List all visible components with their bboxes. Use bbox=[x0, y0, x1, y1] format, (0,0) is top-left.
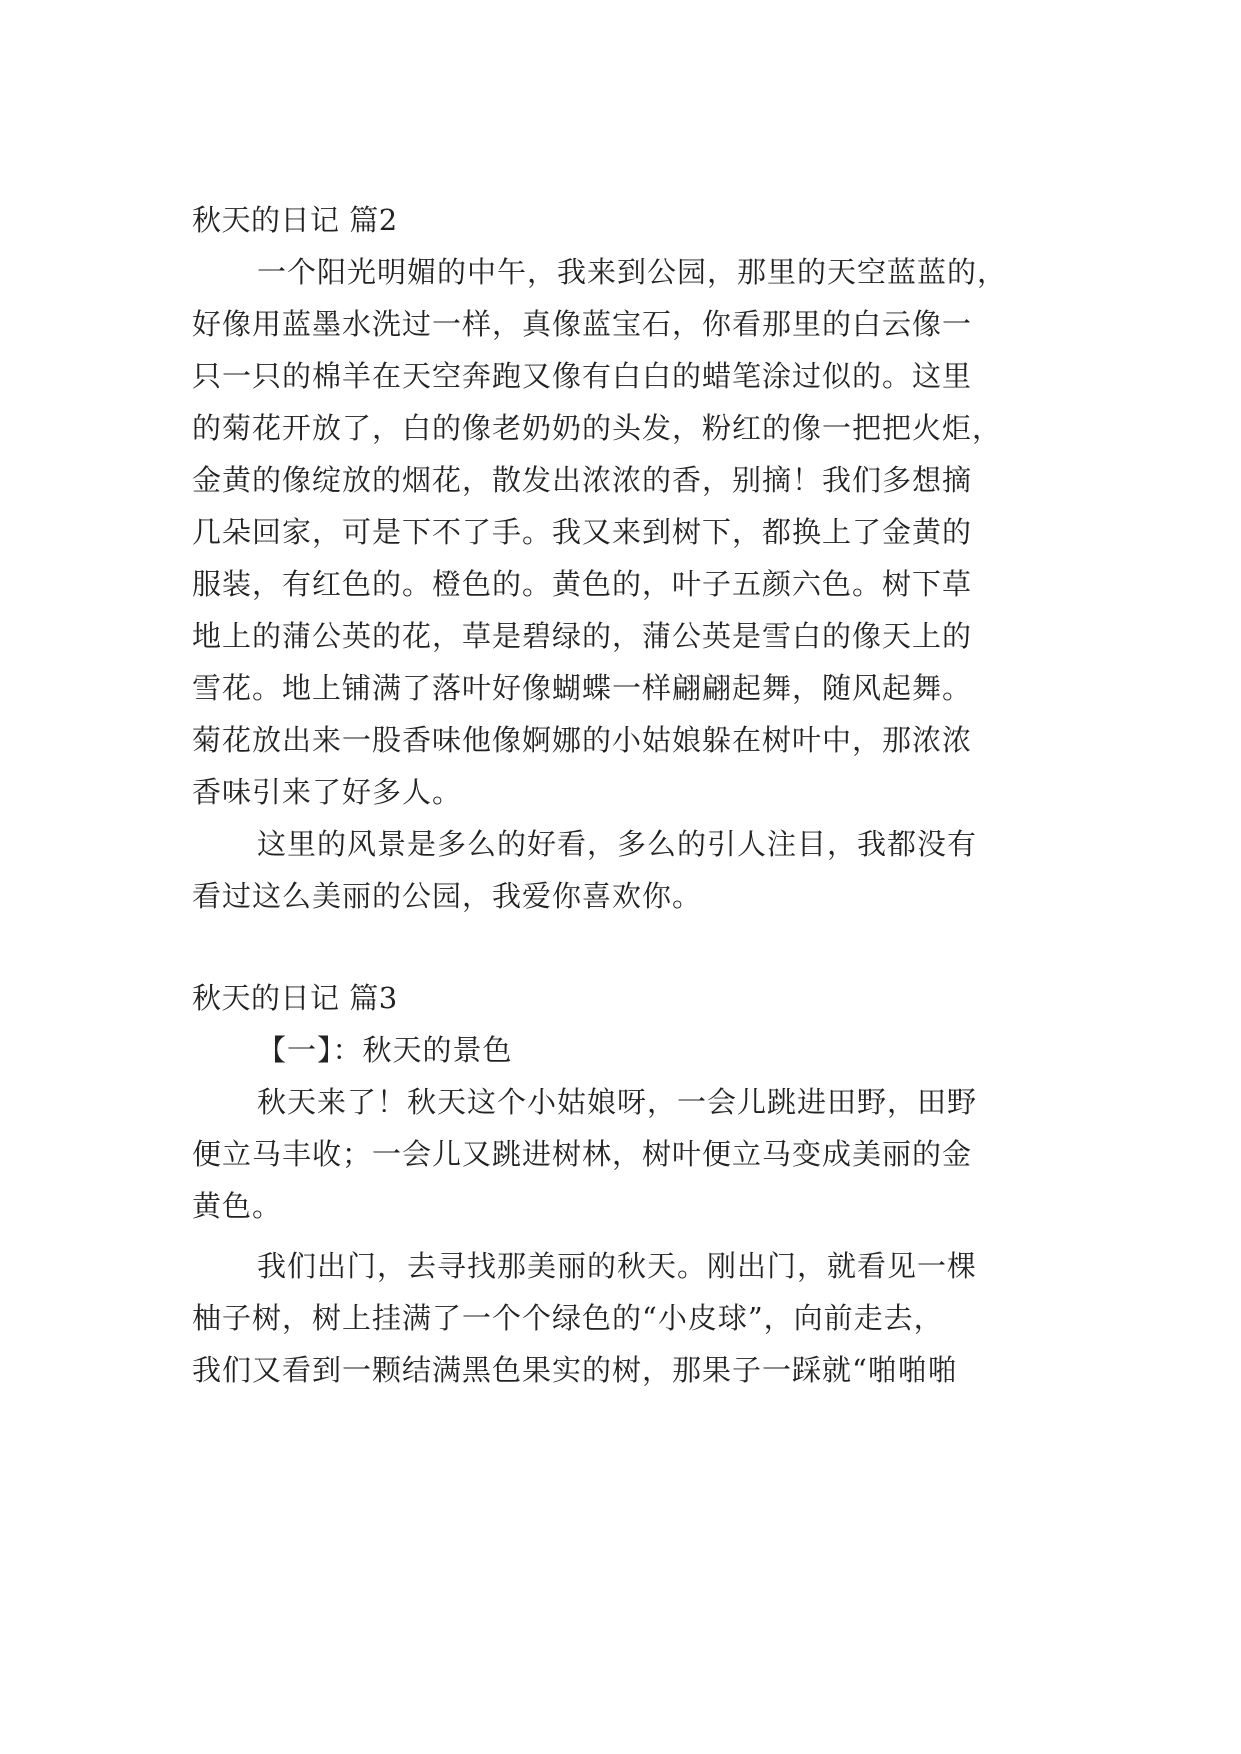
paragraph-line: 菊花放出来一股香味他像婀娜的小姑娘躲在树叶中，那浓浓 bbox=[192, 723, 973, 757]
section-title: 秋天的日记 篇3 bbox=[192, 981, 398, 1015]
paragraph-line: 柚子树，树上挂满了一个个绿色的“小皮球”，向前走去， bbox=[192, 1301, 944, 1335]
subheading: 【一】：秋天的景色 bbox=[257, 1033, 513, 1067]
paragraph-line: 我们又看到一颗结满黑色果实的树，那果子一踩就“啪啪啪 bbox=[192, 1353, 958, 1387]
paragraph-line: 好像用蓝墨水洗过一样，真像蓝宝石，你看那里的白云像一 bbox=[192, 307, 973, 341]
paragraph-line: 几朵回家，可是下不了手。我又来到树下，都换上了金黄的 bbox=[192, 515, 973, 549]
paragraph-line: 雪花。地上铺满了落叶好像蝴蝶一样翩翩起舞，随风起舞。 bbox=[192, 671, 973, 705]
paragraph-line: 看过这么美丽的公园，我爱你喜欢你。 bbox=[192, 879, 703, 913]
paragraph-line: 服装，有红色的。橙色的。黄色的，叶子五颜六色。树下草 bbox=[192, 567, 973, 601]
paragraph-line: 地上的蒲公英的花，草是碧绿的，蒲公英是雪白的像天上的 bbox=[192, 619, 973, 653]
paragraph-line: 金黄的像绽放的烟花，散发出浓浓的香，别摘！我们多想摘 bbox=[192, 463, 973, 497]
paragraph-line: 我们出门，去寻找那美丽的秋天。刚出门，就看见一棵 bbox=[257, 1249, 978, 1283]
paragraph-line: 只一只的棉羊在天空奔跑又像有白白的蜡笔涂过似的。这里 bbox=[192, 359, 973, 393]
paragraph-line: 黄色。 bbox=[192, 1189, 283, 1223]
paragraph-line: 便立马丰收；一会儿又跳进树林，树叶便立马变成美丽的金 bbox=[192, 1137, 973, 1171]
section-title: 秋天的日记 篇2 bbox=[192, 203, 398, 237]
paragraph-line: 的菊花开放了，白的像老奶奶的头发，粉红的像一把把火炬， bbox=[192, 411, 1003, 445]
paragraph-line: 这里的风景是多么的好看，多么的引人注目，我都没有 bbox=[257, 827, 978, 861]
paragraph-line: 香味引来了好多人。 bbox=[192, 775, 463, 809]
paragraph-line: 秋天来了！秋天这个小姑娘呀，一会儿跳进田野，田野 bbox=[257, 1085, 978, 1119]
paragraph-line: 一个阳光明媚的中午，我来到公园，那里的天空蓝蓝的， bbox=[257, 255, 1008, 289]
